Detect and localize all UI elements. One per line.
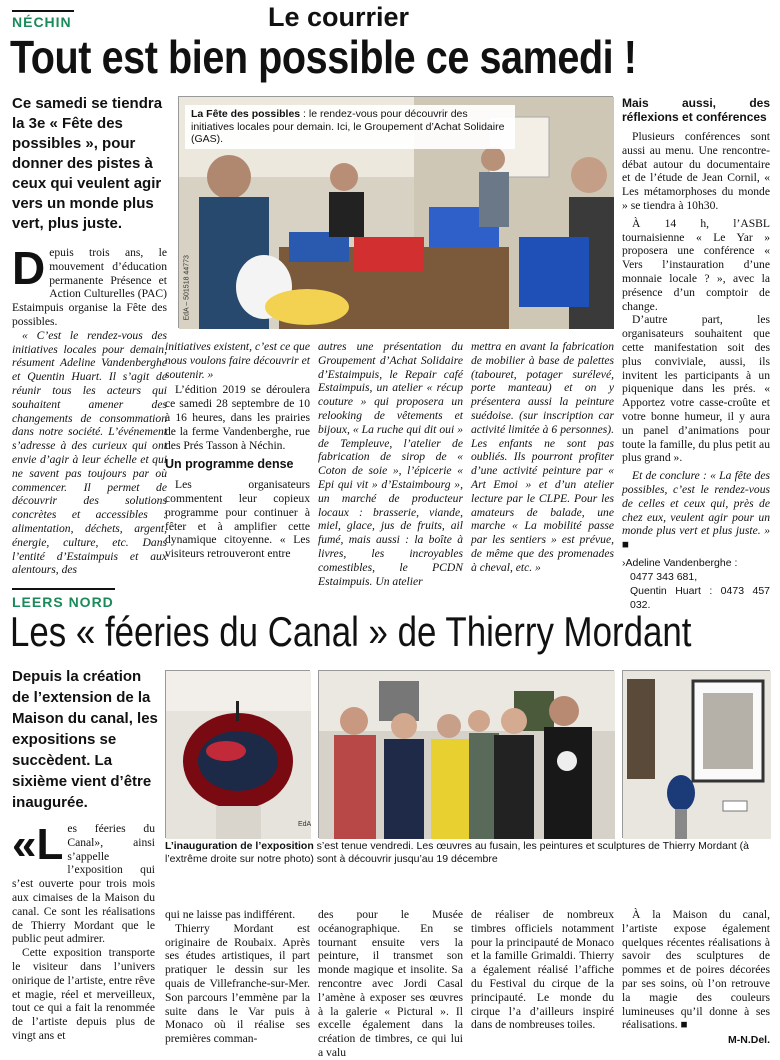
caption-text: s’est tenue vendredi. Les œuvres au fusain, les peintures et sculptures de Thierry Mordant (à l’extrême droite sur notre photo) sont à découvrir jusqu’au 19 décembre [165, 840, 749, 865]
sculpture-image [166, 671, 311, 839]
group-caption [165, 840, 770, 866]
paragraph: mettra en avant la fabrication de mobilier à base de palettes (tabouret, potager surélevé, porte manteau) et on y présentera aussi la peinture suédoise. (sur inscription car activité limitée à 6 personnes). Les enfants ne sont pas oubliés. Ils pourront profiter d’une activité peinture par « Art Emoi » et d’un atelier lecture par le CLPE. Pour les amateurs de balade, une marche « La mobilité passe par les sentiers » est prévue, de même que des promenades à cheval, etc. » [471, 340, 614, 574]
paragraph: es féeries du Canal», ainsi s’appelle l’exposition qui s’est ouverte pour trois mois aux cimaises de la Maison du canal. Ce sont les réalisations de Thierry Mordant que le public peut admirer. [12, 822, 155, 946]
paragraph: de réaliser de nombreux timbres officiels notamment pour la principauté de Monaco et la famille Grimaldi. Thierry a également réalisé l’affiche du Festival du cirque de la principauté. Le monde du cirque l’a d’ailleurs inspiré dans de nombreuses toiles. [471, 908, 614, 1032]
sculpture-photo [165, 670, 310, 838]
photo-caption-text: : le rendez-vous pour découvrir des initiatives locales pour demain. Ici, le Groupement d’Achat Solidaire (GAS). [191, 108, 505, 145]
paragraph: autres une présentation du Groupement d’Achat Solidaire d’Estaimpuis, le Repair café Estaimpuis, un atelier « récup couture » qui proposera un relooking de vêtements et bijoux, « La ruche qui dit oui » de Templeuve, l’atelier de fabrication de sirop de « Coton de soie », l’épicerie « Epi qui vit » d’Estaimbourg », un marché de producteur locaux : brasserie, viande, miel, glace, jus de fruits, ail fumé, mais aussi : la boîte à livres, les incroyables comestibles, le PCDN Estaimpuis. Un atelier [318, 340, 463, 588]
headline: Tout est bien possible ce samedi ! [10, 31, 637, 83]
paragraph: « C’est le rendez-vous des initiatives locales pour demain, résument Adeline Vandenberghe et Quentin Huart. Il s’agit de réunir tous les acteurs qui souhaitent amener des changements de consommation dans notre société. L’événement s’adresse à des curieux qui ont envie d’agir à leur échelle et qui ne savent pas toujours par où commencer. Il permet de découvrir des solutions concrètes et accessibles : alimentation, déchets, argent, énergie, culture, etc. Dans l’entité d’Estaimpuis et aux alentours, des [12, 328, 167, 577]
headline: Les « féeries du Canal » de Thierry Mordant [10, 608, 692, 655]
paragraph: des pour le Musée océanographique. En se tournant ensuite vers la peinture, il transmet son monde magique et insolite. Sa rencontre avec Jordi Casal l’amène à exposer ses œuvres à la galerie « Pictural ». Il excelle également dans la création de timbres, ce qui lui a valu [318, 908, 463, 1059]
photo-caption-bold: La Fête des possibles [191, 108, 301, 120]
article1-column-3 [318, 340, 463, 588]
article1-side-column [622, 96, 770, 612]
paragraph: epuis trois ans, le mouvement d’éducation permanente Présence et Action Culturelles (PAC) Estaimpuis organise la Fête des possibles. [12, 246, 167, 328]
photo-credit: EdA [298, 821, 312, 828]
article1-column-4 [471, 340, 614, 575]
paragraph: qui ne laisse pas indifférent. [165, 908, 296, 921]
byline: M-N.Del. [728, 1034, 770, 1047]
group-photo [318, 670, 614, 838]
article1-column-2 [165, 340, 310, 561]
paragraph: Les organisateurs commentent leur copieux programme pour continuer à fêter et à amplifier cette dynamique citoyenne. « Les visiteurs retrouveront entre [165, 478, 310, 561]
section-rule [12, 10, 74, 12]
contact-phone: 0477 343 681, [630, 570, 698, 583]
photo-credit: EdA – 501518 44773 [183, 255, 191, 321]
gallery-image [623, 671, 771, 839]
group-image [319, 671, 615, 839]
paragraph: À 14 h, l’ASBL tournaisienne « Le Yar » proposera une conférence « Vers l’instauration d’une monnaie locale ? », avec la présence d’un comptoir de change. [622, 216, 770, 313]
subheading: Un programme dense [165, 457, 294, 472]
kicker: Le courrier [268, 2, 410, 32]
paragraph: initiatives existent, c’est ce que nous voulons faire découvrir et soutenir. » [165, 340, 310, 381]
paragraph: Cette exposition transporte le visiteur dans l’univers onirique de l’artiste, entre rêve et magie, réel et merveilleux, tout ce qui a fait la renommée de l’artiste depuis plus de vingt ans et [12, 946, 155, 1042]
section-label: NÉCHIN [12, 14, 72, 30]
section-label: LEERS NORD [12, 594, 114, 610]
section-rule [12, 588, 115, 590]
subheading: Mais aussi, des réflexions et conférences [622, 96, 770, 124]
paragraph: L’édition 2019 se déroulera ce samedi 28 septembre de 10 à 16 heures, dans les prairies de la ferme Vandenberghe, rue des Prés Tasson à Néchin. [165, 383, 310, 452]
article1-column-1 [12, 242, 167, 577]
gallery-photo [622, 670, 770, 838]
contact-info [622, 556, 770, 612]
article2-column-3 [318, 908, 463, 1060]
paragraph: À la Maison du canal, l’artiste expose également quelques récentes réalisations à savoir des sculptures de pommes et de poires décorées par ses soins, où l’on retrouve la magie des couleurs lumineuses qu’il donne à ses réalisations. ■ [622, 908, 770, 1032]
paragraph: Plusieurs conférences sont aussi au menu. Une rencontre-débat autour du documentaire et de l’étude de Jean Cornil, « Les métamorphoses du monde » se tiendra à 10h30. [622, 130, 770, 212]
paragraph: Thierry Mordant est originaire de Roubaix. Après ses études artistiques, il part pratiquer le dessin sur les quais de Villefranche-sur-Mer. Son parcours l’emmène par la suite dans le Var puis à Monaco où il réalise ses premières comman- [165, 921, 310, 1046]
market-photo [178, 96, 613, 328]
article2-column-4 [471, 908, 614, 1032]
caption-bold: L’inauguration de l’exposition [165, 840, 314, 852]
dropcap: D [12, 242, 46, 294]
lead: Depuis la création de l’extension de la Maison du canal, les expositions se succèdent. La sixième vient d’être inaugurée. [12, 668, 158, 811]
paragraph: D’autre part, les organisateurs souhaitent que cette manifestation soit des plus conviviale, aussi, ils invitent les participants à un piquenique dans les prés. « Apportez votre casse-croûte et votre bonne humeur, il y aura un panel d’animations pour toute la famille, du plus petit au plus grand ». [622, 313, 770, 465]
photo-caption [185, 105, 515, 149]
paragraph: Et de conclure : « La fête des possibles, c’est le rendez-vous de celles et ceux qui, près de chez eux, veulent agir pour un monde plus vert et plus juste. » ■ [622, 469, 770, 552]
article2-column-2 [165, 908, 310, 1046]
article2-column-1 [12, 822, 155, 1043]
quote-dropcap: «L [12, 820, 64, 869]
article2-column-5 [622, 908, 770, 1048]
lead: Ce samedi se tiendra la 3e « Fête des possibles », pour donner des pistes à ceux qui veulent agir vers un monde plus vert, plus juste. [12, 95, 163, 232]
contact-name-2: Quentin Huart : 0473 457 032. [630, 584, 770, 611]
contact-name: ›Adeline Vandenberghe : [622, 556, 738, 569]
